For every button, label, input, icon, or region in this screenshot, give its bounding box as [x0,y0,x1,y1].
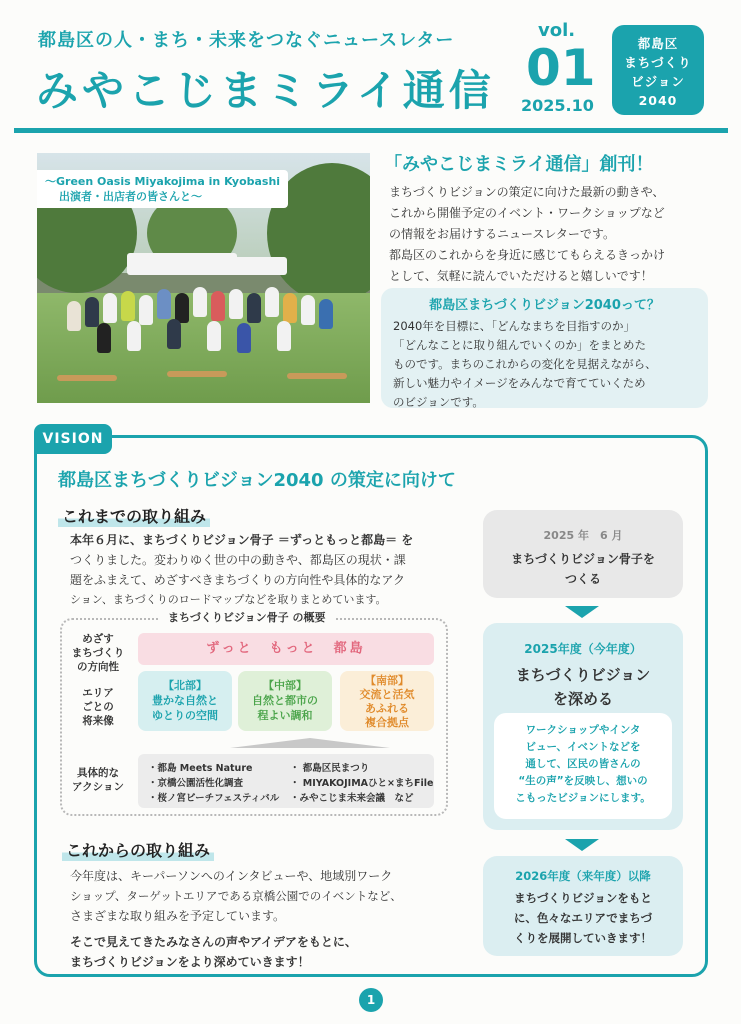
roadmap-step-1 [483,510,683,598]
past-efforts-body [70,530,465,610]
step-line: まちづくりビジョン骨子を [511,552,655,566]
photo-table [57,375,117,381]
area-line: 交流と活気 [359,688,415,701]
explainer-title: 都島区まちづくりビジョン2040って？ [429,298,660,313]
vol-number: 01 [526,39,596,97]
explainer-body [393,317,696,412]
explainer-line: 新しい魅力やイメージをみんなで育てていくため [393,376,646,390]
event-group-photo [37,153,370,403]
step-date: 2026年度（来年度）以降 [515,869,651,883]
arrow-down-icon [565,839,599,851]
photo-tent [127,253,237,275]
photo-person [229,289,243,319]
photo-person [175,293,189,323]
area-name: 【中部】 [263,679,307,692]
outline-title: まちづくりビジョン骨子 の概要 [160,609,334,625]
vision-explainer-box [381,288,708,408]
detail-line: ワークショップやインタ [525,724,641,736]
area-name: 【南部】 [365,674,409,687]
future-line: さまざまな取り組みを予定しています。 [70,909,286,923]
roadmap-step-3 [483,856,683,956]
vision-2040-badge [612,25,704,115]
explainer-line: のビジョンです。 [393,395,484,409]
label-line: の方向性 [77,661,119,673]
future-line: そこで見えてきたみなさんの声やアイデアをもとに、 [70,935,357,949]
detail-line: “生の声”を反映し、想いの [518,775,648,787]
photo-person [193,287,207,317]
photo-person [207,321,221,351]
future-efforts-body [70,866,465,972]
label-line: まちづくり [71,647,125,659]
intro-line: の情報をお届けするニュースレターです。 [389,227,615,241]
photo-person [121,291,135,321]
vision-tag: VISION [34,424,112,454]
newsletter-title: みやこじまミライ通信 [36,66,495,115]
area-line: あふれる [365,702,409,715]
badge-line: 都島区 [637,36,679,51]
action-item: ・都島 Meets Nature [148,763,253,774]
future-line: まちづくりビジョンをより深めていきます！ [70,955,310,969]
future-efforts-heading: これからの取り組み [62,838,214,861]
area-line: ゆとりの空間 [152,709,218,722]
step-line: つくる [564,572,601,586]
photo-tent [227,257,287,275]
photo-person [103,293,117,323]
area-line: 自然と都市の [252,694,318,707]
step-line: まちづくりビジョン [515,666,651,684]
photo-person [67,301,81,331]
step-line: まちづくりビジョンをもと [514,891,652,905]
label-actions [66,766,130,794]
action-item: ・ 都島区民まつり [290,763,370,774]
vol-label: vol. [538,20,576,41]
badge-line: ビジョン [631,74,685,89]
arrow-up-icon [230,738,390,748]
photo-person [301,295,315,325]
issue-date: 2025.10 [521,96,594,115]
explainer-line: 2040年を目標に、「どんなまちを目指すのか」 [393,319,636,333]
photo-person [319,299,333,329]
caption-line: 出演者・出店者の皆さんと〜 [59,190,202,203]
intro-line: として、気軽に読んでいただけると嬉しいです！ [389,269,653,283]
step-line: に、色々なエリアでまちづ [513,911,653,925]
area-name: 【北部】 [163,679,207,692]
past-line: つくりました。変わりゆく世の中の動きや、都島区の現状・課 [70,553,406,567]
label-line: アクション [72,781,124,793]
action-item: ・みやこじま未来会議 など [290,793,414,804]
photo-person [127,321,141,351]
photo-person [283,293,297,323]
step-detail [494,713,672,819]
detail-line: こもったビジョンにします。 [515,792,651,804]
past-line: 本年６月に、まちづくりビジョン骨子 ＝ずっともっと都島＝ を [70,533,414,547]
page-number: 1 [359,988,383,1012]
action-item: ・京橋公園活性化調査 [148,778,244,789]
intro-line: まちづくりビジョンの策定に向けた最新の動きや、 [389,185,665,199]
detail-line: ビュー、イベントなどを [525,741,641,753]
photo-person [277,321,291,351]
caption-line: 〜Green Oasis Miyakojima in Kyobashi [45,175,281,188]
area-line: 豊かな自然と [152,694,218,707]
photo-person [211,291,225,321]
roadmap-step-2 [483,623,683,830]
future-line: 今年度は、キーパーソンへのインタビューや、地域別ワーク [70,869,393,883]
intro-body [389,182,709,287]
goal-banner: ずっと もっと 都島 [138,633,434,665]
label-line: エリア [82,687,114,699]
intro-title: 「みやこじまミライ通信」創刊！ [384,154,654,175]
photo-person [157,289,171,319]
photo-person [247,293,261,323]
past-line: ション、まちづくりのロードマップなどを取りまとめています。 [70,593,387,606]
photo-person [237,323,251,353]
label-line: ごとの [82,701,114,713]
vision-heading: 都島区まちづくりビジョン2040 の策定に向けて [58,470,456,491]
explainer-line: ものです。まちのこれからの変化を見据えながら、 [393,357,657,371]
arrow-down-icon [565,606,599,618]
badge-line: 2040 [638,93,678,108]
past-efforts-heading: これまでの取り組み [58,504,210,527]
future-line: ショップ、ターゲットエリアである京橋公園でのイベントなど、 [70,889,402,903]
past-line: 題をふまえて、めざすべきまちづくりの方向性や具体的なアク [70,573,406,587]
action-item: ・ MIYAKOJIMAひと×まちFile [290,778,434,789]
photo-person [139,295,153,325]
area-line: 程よい調和 [257,709,313,722]
label-area-vision [66,686,130,728]
step-date: 2025 年 6 月 [543,529,623,542]
photo-table [287,373,347,379]
label-line: 具体的な [77,767,119,779]
area-middle [238,671,332,731]
photo-person [265,287,279,317]
step-line: を深める [552,690,613,708]
intro-line: 都島区のこれからを身近に感じてもらえるきっかけ [389,248,666,262]
photo-table [167,371,227,377]
photo-person [85,297,99,327]
label-direction [66,632,130,674]
intro-line: これから開催予定のイベント・ワークショップなど [389,206,665,220]
photo-person [97,323,111,353]
badge-line: まちづくり [624,55,692,70]
tagline: 都島区の人・まち・未来をつなぐニュースレター [38,30,455,51]
photo-person [167,319,181,349]
explainer-line: 「どんなことに取り組んでいくのか」をまとめた [393,338,646,352]
photo-caption [37,170,288,208]
label-line: めざす [82,633,114,645]
detail-line: 通して、区民の皆さんの [525,758,641,770]
header-divider [14,128,728,133]
action-item: ・桜ノ宮ビーチフェスティバル [148,793,280,804]
area-line: 複合拠点 [365,716,409,729]
label-line: 将来像 [82,715,114,727]
step-line: くりを展開していきます！ [514,931,652,945]
area-south [340,671,434,731]
step-date: 2025年度（今年度） [524,642,642,656]
area-north [138,671,232,731]
